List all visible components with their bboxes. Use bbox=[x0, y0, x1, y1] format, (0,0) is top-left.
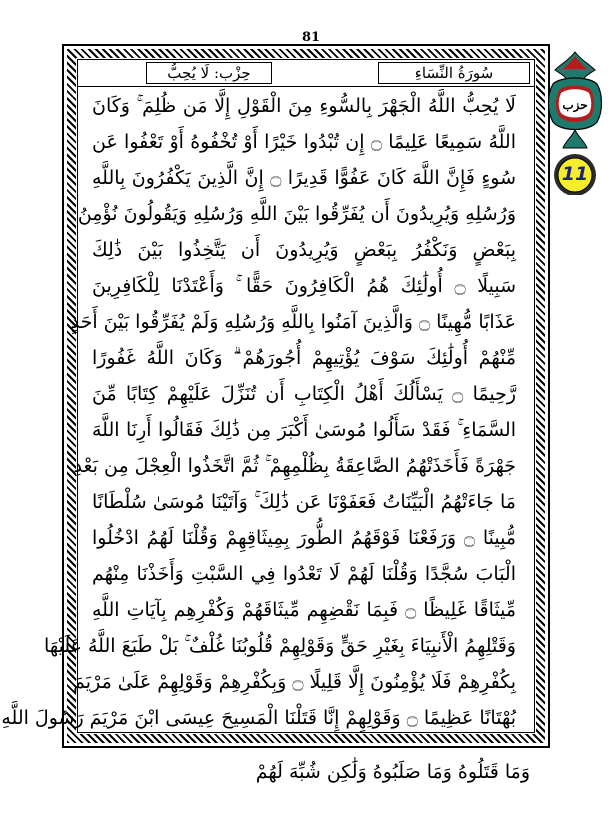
text-line: رَّحِيمًا ۝ يَسْأَلُكَ أَهْلُ الْكِتَابِ أَن تُنَزِّلَ عَلَيْهِمْ كِتَابًا مِّنَ bbox=[92, 383, 516, 405]
text-line: بِبَعْضٍ وَنَكْفُرُ بِبَعْضٍ وَيُرِيدُونَ أَن يَتَّخِذُوا بَيْنَ ذَٰلِكَ bbox=[92, 239, 516, 261]
text-line: عَذَابًا مُّهِينًا ۝ وَالَّذِينَ آمَنُوا بِاللَّهِ وَرُسُلِهِ وَلَمْ يُفَرِّقُوا بَيْنَ أَحَدٍ bbox=[70, 311, 516, 333]
text-line: بُهْتَانًا عَظِيمًا ۝ وَقَوْلِهِمْ إِنَّا قَتَلْنَا الْمَسِيحَ عِيسَى ابْنَ مَرْيَمَ رَسُولَ اللَّهِ bbox=[1, 707, 516, 729]
text-line: وَقَتْلِهِمُ الْأَنبِيَاءَ بِغَيْرِ حَقٍّ وَقَوْلِهِمْ قُلُوبُنَا غُلْفٌ ۚ بَلْ طَبَعَ اللَّهُ عَلَيْهَا bbox=[44, 635, 516, 657]
text-line: مِّنْهُمْ أُولَٰئِكَ سَوْفَ يُؤْتِيهِمْ أُجُورَهُمْ ۗ وَكَانَ اللَّهُ غَفُورًا bbox=[92, 347, 516, 369]
text-line: مَا جَاءَتْهُمُ الْبَيِّنَاتُ فَعَفَوْنَا عَن ذَٰلِكَ ۚ وَآتَيْنَا مُوسَىٰ سُلْطَانًا bbox=[92, 491, 516, 513]
text-line: سَبِيلًا ۝ أُولَٰئِكَ هُمُ الْكَافِرُونَ حَقًّا ۚ وَأَعْتَدْنَا لِلْكَافِرِينَ bbox=[92, 275, 516, 297]
text-line: الْبَابَ سُجَّدًا وَقُلْنَا لَهُمْ لَا تَعْدُوا فِي السَّبْتِ وَأَخَذْنَا مِنْهُم bbox=[92, 563, 516, 585]
hizb-title: حِزْب: لَا يُحِبُّ bbox=[146, 62, 272, 84]
catchword-line: وَمَا قَتَلُوهُ وَمَا صَلَبُوهُ وَلَٰكِن شُبِّهَ لَهُمْ bbox=[255, 761, 530, 783]
hizb-marker-number: 11 bbox=[561, 163, 589, 185]
hizb-marker-label: حزب bbox=[562, 98, 588, 112]
page-frame bbox=[1, 44, 550, 748]
text-line: مِّيثَاقًا غَلِيظًا ۝ فَبِمَا نَقْضِهِم مِّيثَاقَهُمْ وَكُفْرِهِم بِآيَاتِ اللَّهِ bbox=[92, 599, 516, 621]
text-line: سُوءٍ فَإِنَّ اللَّهَ كَانَ عَفُوًّا قَدِيرًا ۝ إِنَّ الَّذِينَ يَكْفُرُونَ بِاللَّهِ bbox=[92, 167, 517, 189]
text-line: مُّبِينًا ۝ وَرَفَعْنَا فَوْقَهُمُ الطُّورَ بِمِيثَاقِهِمْ وَقُلْنَا لَهُمُ ادْخُلُوا bbox=[92, 527, 516, 549]
surah-title: سُورَةُ النِّسَاءِ bbox=[378, 62, 530, 84]
quran-text-area bbox=[1, 88, 534, 732]
text-line: السَّمَاءِ ۚ فَقَدْ سَأَلُوا مُوسَىٰ أَكْبَرَ مِن ذَٰلِكَ فَقَالُوا أَرِنَا اللَّهَ bbox=[92, 419, 516, 441]
page-number: 81 bbox=[301, 30, 321, 45]
text-line: اللَّهُ سَمِيعًا عَلِيمًا ۝ إِن تُبْدُوا خَيْرًا أَوْ تُخْفُوهُ أَوْ تَعْفُوا عَن bbox=[92, 131, 517, 153]
text-line: جَهْرَةً فَأَخَذَتْهُمُ الصَّاعِقَةُ بِظُلْمِهِمْ ۚ ثُمَّ اتَّخَذُوا الْعِجْلَ مِن بَعْدِ bbox=[73, 455, 516, 477]
text-line: لَا يُحِبُّ اللَّهُ الْجَهْرَ بِالسُّوءِ مِنَ الْقَوْلِ إِلَّا مَن ظُلِمَ ۚ وَكَانَ bbox=[92, 95, 516, 117]
text-line: بِكُفْرِهِمْ فَلَا يُؤْمِنُونَ إِلَّا قَلِيلًا ۝ وَبِكُفْرِهِمْ وَقَوْلِهِمْ عَلَىٰ مَرْيَمَ bbox=[73, 671, 516, 693]
header-row bbox=[78, 60, 534, 87]
hizb-marker-ornament bbox=[543, 50, 607, 195]
text-line: وَرُسُلِهِ وَيُرِيدُونَ أَن يُفَرِّقُوا بَيْنَ اللَّهِ وَرُسُلِهِ وَيَقُولُونَ نُؤْمِنُ bbox=[77, 203, 516, 225]
